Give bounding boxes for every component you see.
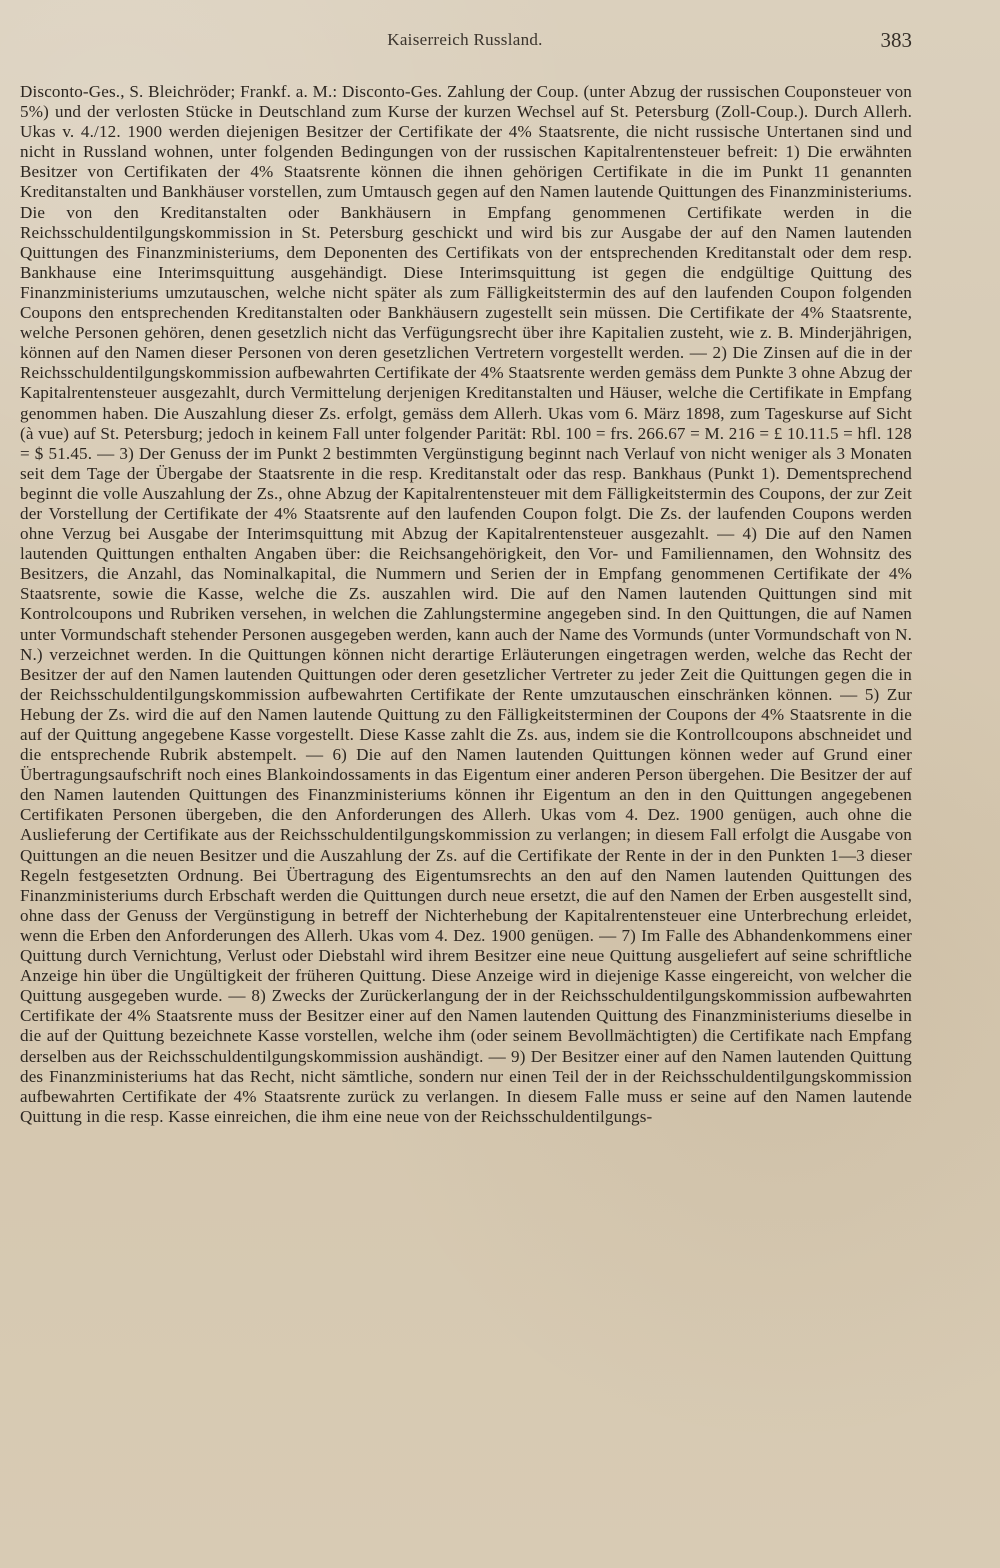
body-paragraph: Disconto-Ges., S. Bleichröder; Frankf. a. M.: Disconto-Ges. Zahlung der Coup. (unter Abzug der russischen Couponsteuer von 5%) und der verlosten Stücke in Deutschland zum Kurse der kurzen Wechsel auf St. Petersburg (Zoll-Coup.). Durch Allerh. Ukas v. 4./12. 1900 werden diejenigen Besitzer der Certifikate der 4% Staatsrente, die nicht russische Untertanen sind und nicht in Russland wohnen, unter folgenden Bedingungen von der russischen Kapitalrentensteuer befreit: 1) Die erwähnten Besitzer von Certifikaten der 4% Staatsrente können die ihnen gehörigen Certifikate in die im Punkt 11 genannten Kreditanstalten und Bankhäuser vorstellen, zum Umtausch gegen auf den Namen lautende Quittungen des Finanzministeriums. Die von den Kreditanstalten oder Bankhäusern in Empfang genommenen Certifikate werden in die Reichsschuldentilgungskommission in St. Petersburg geschickt und wird bis zur Ausgabe der auf den Namen lautenden Quittungen des Finanzministeriums, dem Deponenten des Certifikats von der entsprechenden Kreditanstalt oder dem resp. Bankhause eine Interimsquittung ausgehändigt. Diese Interimsquittung ist gegen die endgültige Quittung des Finanzministeriums umzutauschen, welche nicht später als zum Fälligkeitstermin des auf den laufenden Coupon folgenden Coupons den entsprechenden Kreditanstalten oder Bankhäusern zugestellt sein müssen. Die Certifikate der 4% Staatsrente, welche Personen gehören, denen gesetzlich nicht das Verfügungsrecht über ihre Kapitalien zusteht, wie z. B. Minderjährigen, können auf den Namen dieser Personen von deren gesetzlichen Vertretern vorgestellt werden. — 2) Die Zinsen auf die in der Reichsschuldentilgungskommission aufbewahrten Certifikate der 4% Staatsrente werden gemäss dem Punkte 3 ohne Abzug der Kapitalrentensteuer ausgezahlt, durch Vermittelung derjenigen Kreditanstalten und Häuser, welche die Certifikate in Empfang genommen haben. Die Auszahlung dieser Zs. erfolgt, gemäss dem Allerh. Ukas vom 6. März 1898, zum Tageskurse auf Sicht (à vue) auf St. Petersburg; jedoch in keinem Fall unter folgender Parität: Rbl. 100 = frs. 266.67 = M. 216 = £ 10.11.5 = hfl. 128 = $ 51.45. — 3) Der Genuss der im Punkt 2 bestimmten Vergünstigung beginnt nach Verlauf von nicht weniger als 3 Monaten seit dem Tage der Übergabe der Staatsrente in die resp. Kreditanstalt oder das resp. Bankhaus (Punkt 1). Dementsprechend beginnt die volle Auszahlung der Zs., ohne Abzug der Kapitalrentensteuer mit dem Fälligkeitstermin des Coupons, der zur Zeit der Vorstellung der Certifikate der 4% Staatsrente auf den laufenden Coupon folgt. Die Zs. der laufenden Coupons werden ohne Verzug bei Ausgabe der Interimsquittung mit Abzug der Kapitalrentensteuer ausgezahlt. — 4) Die auf den Namen lautenden Quittungen enthalten Angaben über: die Reichsangehörigkeit, den Vor- und Familiennamen, den Wohnsitz des Besitzers, die Anzahl, das Nominalkapital, die Nummern und Serien der in Empfang genommenen Certifikate der 4% Staatsrente, sowie die Kasse, welche die Zs. auszahlen wird. Die auf den Namen lautenden Quittungen sind mit Kontrolcoupons und Rubriken versehen, in welchen die Zahlungstermine angegeben sind. In den Quittungen, die auf Namen unter Vormundschaft stehender Personen ausgegeben werden, kann auch der Name des Vormunds (unter Vormundschaft von N. N.) verzeichnet werden. In die Quittungen können nicht derartige Erläuterungen eingetragen werden, welche das Recht der Besitzer der auf den Namen lautenden Quittungen oder deren gesetzlicher Vertreter zu jeder Zeit die Quittungen gegen die in der Reichsschuldentilgungskommission aufbewahrten Certifikate der Rente umzutauschen einschränken können. — 5) Zur Hebung der Zs. wird die auf den Namen lautende Quittung zu den Fälligkeitsterminen der Coupons der 4% Staatsrente in die auf der Quittung angegebene Kasse vorgestellt. Diese Kasse zahlt die Zs. aus, indem sie die Kontrollcoupons abschneidet und die entsprechende Rubrik abstempelt. — 6) Die auf den Namen lautenden Quittungen können weder auf Grund einer Übertragungsaufschrift noch eines Blankoindossaments in das Eigentum einer anderen Person übergehen. Die Besitzer der auf den Namen lautenden Quittungen des Finanzministeriums können ihr Eigentum an den in den Quittungen angegebenen Certifikaten Personen übergeben, die den Anforderungen des Allerh. Ukas vom 4. Dez. 1900 genügen, auch ohne die Auslieferung der Certifikate aus der Reichsschuldentilgungskommission zu verlangen; in diesem Fall erfolgt die Ausgabe von Quittungen an die neuen Besitzer und die Auszahlung der Zs. auf die Certifikate der Rente in der in den Punkten 1—3 dieser Regeln festgesetzten Ordnung. Bei Übertragung des Eigentumsrechts an den auf den Namen lautenden Quittungen des Finanzministeriums durch Erbschaft werden die Quittungen durch neue ersetzt, die auf den Namen der Erben ausgestellt sind, ohne dass der Genuss der Vergünstigung in betreff der Nichterhebung der Kapitalrentensteuer eine Unterbrechung erleidet, wenn die Erben den Anforderungen des Allerh. Ukas vom 4. Dez. 1900 genügen. — 7) Im Falle des Abhandenkommens einer Quittung durch Vernichtung, Verlust oder Diebstahl wird ihrem Besitzer eine neue Quittung ausgeliefert auf seine schriftliche Anzeige hin über die Ungültigkeit der früheren Quittung. Diese Anzeige wird in diejenige Kasse eingereicht, von welcher die Quittung ausgegeben wurde. — 8) Zwecks der Zurückerlangung der in der Reichsschuldentilgungskommission aufbewahrten Certifikate der 4% Staatsrente muss der Besitzer einer auf den Namen lautenden Quittung des Finanzministeriums dieselbe in die auf der Quittung bezeichnete Kasse vorstellen, welche ihm (oder seinem Bevollmächtigten) die Certifikate nach Empfang derselben aus der Reichsschuldentilgungskommission aushändigt. — 9) Der Besitzer einer auf den Namen lautenden Quittung des Finanzministeriums hat das Recht, nicht sämtliche, sondern nur einen Teil der in der Reichsschuldentilgungskommission aufbewahrten Certifikate der 4% Staatsrente zurück zu verlangen. In diesem Falle muss er seine auf den Namen lautende Quittung in die resp. Kasse einreichen, die ihm eine neue von der Reichsschuldentilgungs- [20,82,912,1126]
page-number: 383 [880,28,912,52]
page-header [18,30,912,60]
body-text-block [20,82,912,1512]
running-title: Kaiserreich Russland. [387,30,543,49]
